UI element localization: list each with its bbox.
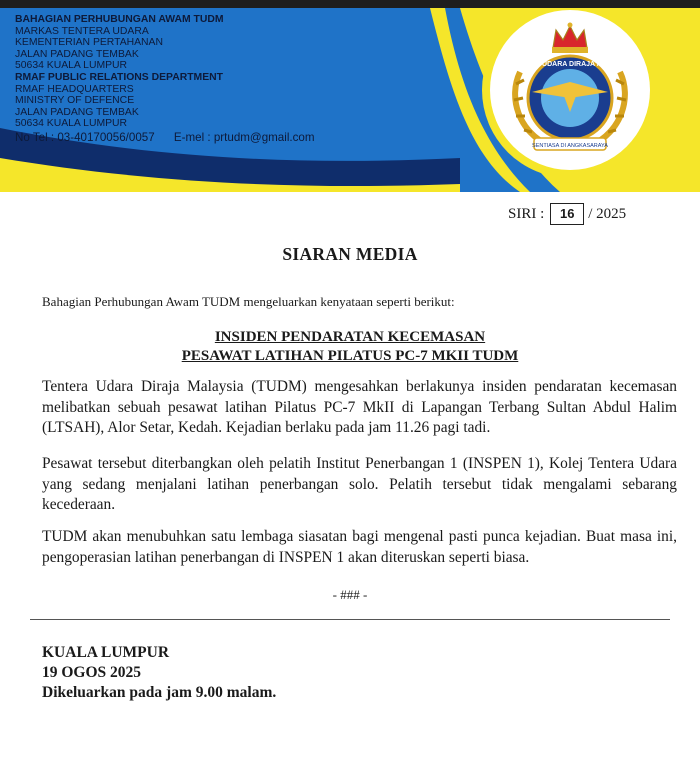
phone-number: No Tel : 03-40170056/0057 [15,130,155,144]
crest-motto: SENTIASA DI ANGKASARAYA [532,143,608,149]
top-dark-bar [0,0,700,8]
org-line: RMAF HEADQUARTERS [15,83,134,95]
issue-details [42,643,276,703]
subject-line-1: INSIDEN PENDARATAN KECEMASAN [214,329,486,345]
org-line: 50634 KUALA LUMPUR [15,60,128,72]
issue-place: KUALA LUMPUR [42,644,170,661]
rmaf-crest-logo [498,22,642,158]
crest-ring-text: TENTERA UDARA DIRAJA MALAYSIA [507,61,633,68]
issue-date: 19 OGOS 2025 [42,664,142,681]
subject-heading [0,328,700,366]
subject-line-2: PESAWAT LATIHAN PILATUS PC-7 MKII TUDM [181,348,519,364]
org-line: MINISTRY OF DEFENCE [15,95,135,107]
body-paragraph: Pesawat tersebut diterbangkan oleh pelatih Institut Penerbangan 1 (INSPEN 1), Kolej Tentera Udara yang sedang menjalani latihan penerbangan solo. Pelatih tersebut tidak mengalami sebarang kecederaan. [42,455,677,513]
siri-number-box: 16 [550,203,584,225]
crown-icon [552,23,588,54]
end-mark: - ### - [332,587,368,602]
letterhead-banner [0,8,700,192]
intro-statement: Bahagian Perhubungan Awam TUDM mengeluarkan kenyataan seperti berikut: [42,294,455,309]
siri-year: / 2025 [588,205,627,222]
org-line: MARKAS TENTERA UDARA [15,25,149,37]
org-line: RMAF PUBLIC RELATIONS DEPARTMENT [15,71,223,83]
org-line: JALAN PADANG TEMBAK [15,106,139,118]
letterhead-address [15,14,315,144]
contact-line [15,132,315,144]
document-title: SIARAN MEDIA [282,244,418,264]
body-paragraph: TUDM akan menubuhkan satu lembaga siasatan bagi mengenal pasti punca kejadian. Buat masa ini, pengoperasian latihan penerbangan di INSPEN 1 akan diteruskan seperti biasa. [42,528,677,566]
siri-label: SIRI : [508,205,545,222]
org-line: BAHAGIAN PERHUBUNGAN AWAM TUDM [15,14,224,25]
org-line: KEMENTERIAN PERTAHANAN [15,37,163,49]
body-paragraph: Tentera Udara Diraja Malaysia (TUDM) mengesahkan berlakunya insiden pendaratan kecemasan melibatkan sebuah pesawat latihan Pilatus PC-7 MkII di Lapangan Terbang Sultan Abdul Halim (LTSAH), Alor Setar, Kedah. Kejadian berlaku pada jam 11.26 pagi tadi. [42,378,677,436]
email-address: E-mel : prtudm@gmail.com [173,130,315,144]
issue-time: Dikeluarkan pada jam 9.00 malam. [42,684,277,701]
series-number [508,203,626,225]
divider-line [30,619,670,620]
org-line: 50634 KUALA LUMPUR [15,118,128,130]
org-line: JALAN PADANG TEMBAK [15,48,139,60]
